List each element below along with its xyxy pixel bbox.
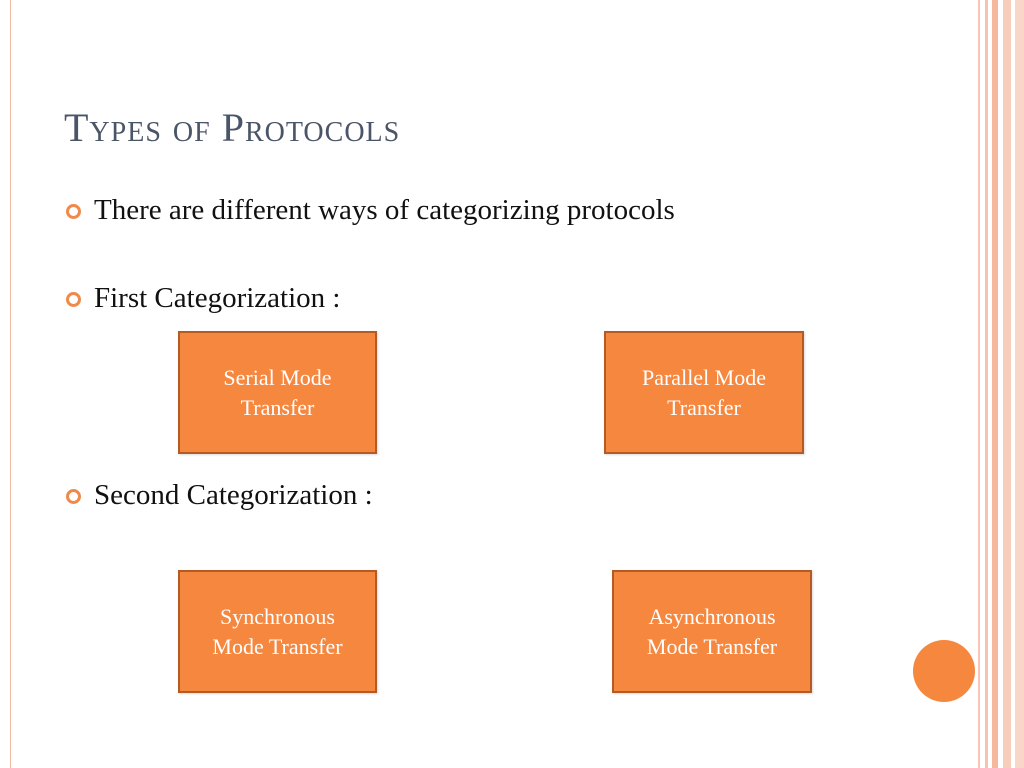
synchronous-mode-box [178,570,377,693]
decorative-stripe [992,0,998,768]
bullet-ring-icon [66,292,81,307]
bullet-ring-icon [66,204,81,219]
bullet-text: There are different ways of categorizing protocols [94,194,675,226]
decorative-circle [913,640,975,702]
decorative-stripe [1003,0,1011,768]
bullet-item [66,475,373,515]
parallel-mode-box [604,331,804,454]
bullet-text: First Categorization : [94,282,341,314]
serial-mode-box [178,331,377,454]
bullet-item [66,278,340,318]
asynchronous-mode-box [612,570,812,693]
box-label: Serial Mode Transfer [223,364,332,420]
box-label: Parallel Mode Transfer [641,364,767,420]
decorative-stripe [985,0,988,768]
decorative-stripe [978,0,980,768]
box-label: Asynchronous Mode Transfer [646,603,778,659]
bullet-item [66,190,754,230]
frame-border-left [10,0,11,768]
box-label: Synchronous Mode Transfer [212,603,343,659]
bullet-text: Second Categorization : [94,479,373,511]
slide-title: Types of Protocols [64,105,401,150]
bullet-ring-icon [66,489,81,504]
decorative-stripe [1015,0,1024,768]
